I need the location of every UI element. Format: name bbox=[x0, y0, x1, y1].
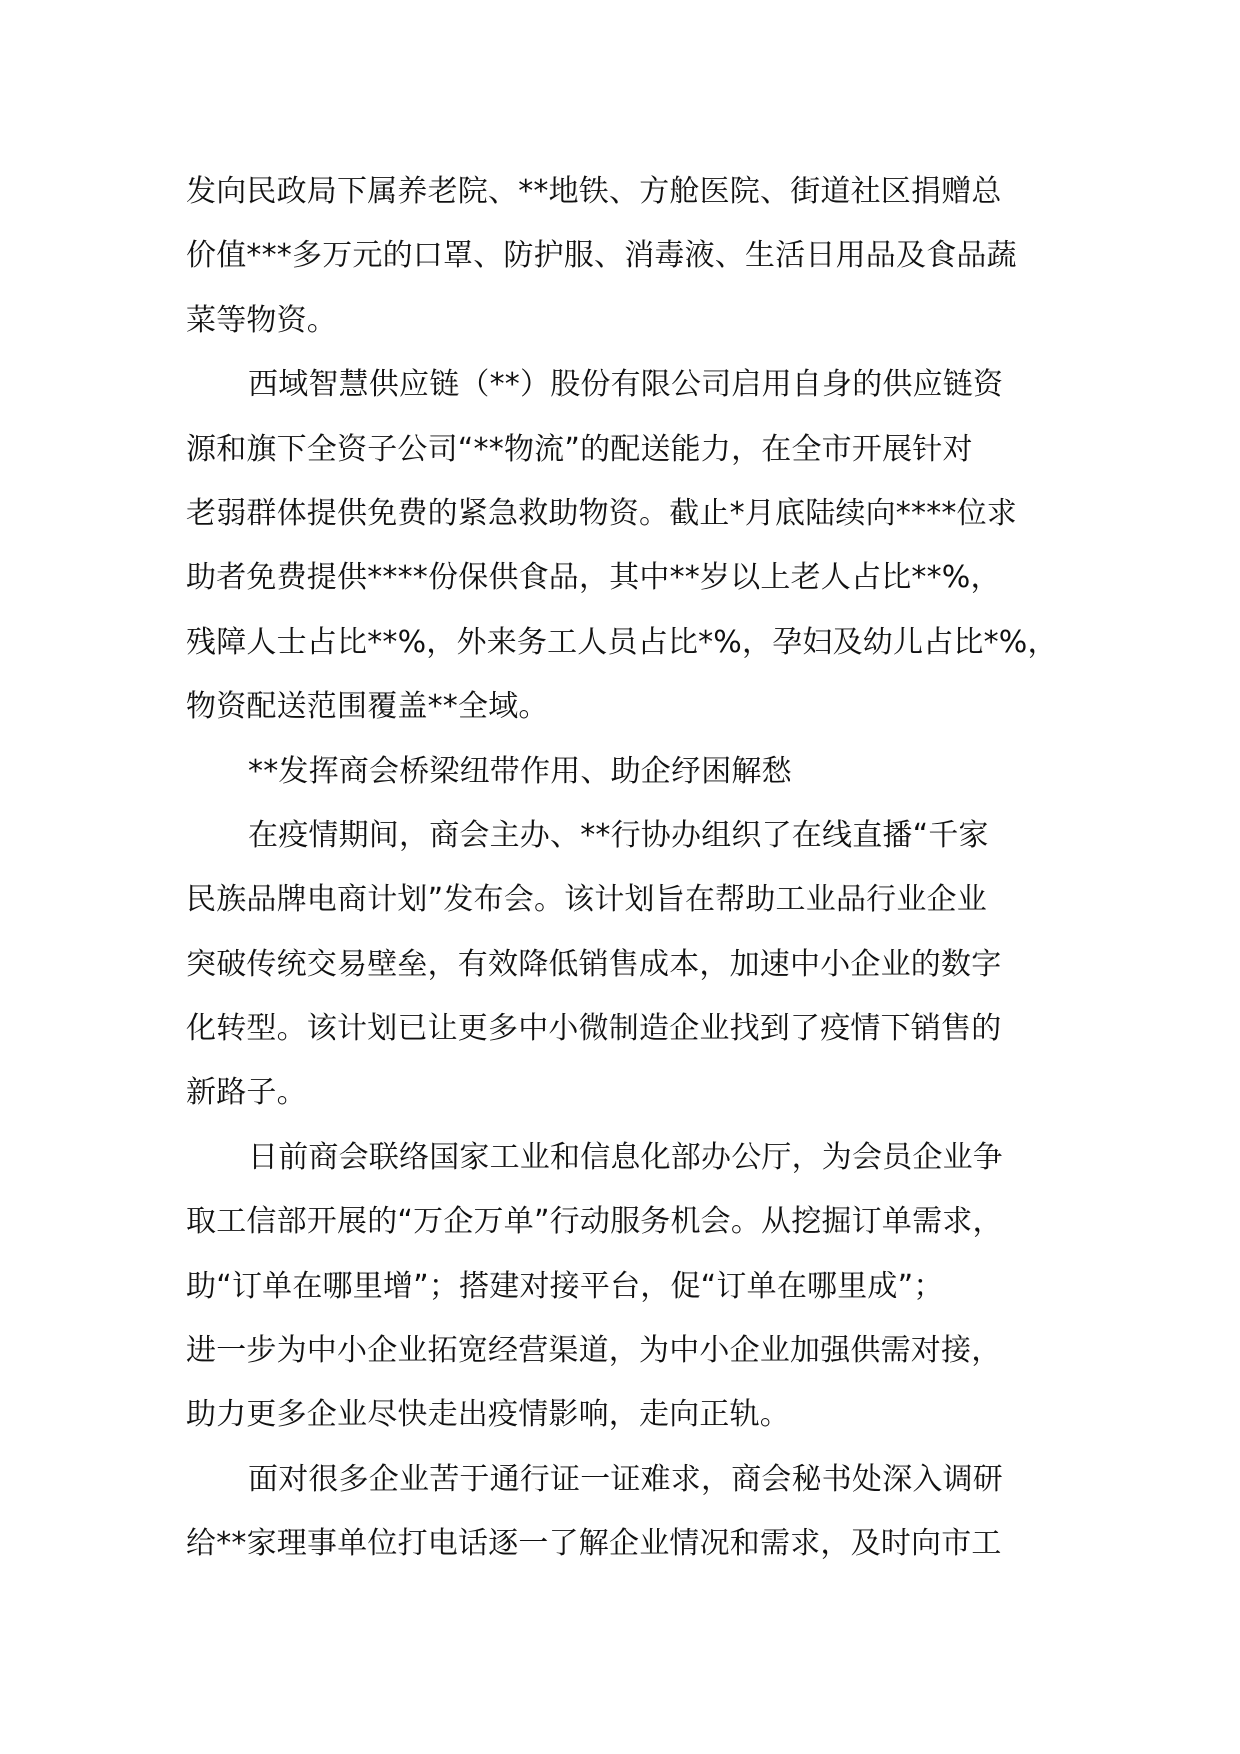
text-line: 助者免费提供****份保供食品，其中**岁以上老人占比**%， bbox=[186, 560, 1001, 596]
text-line: 突破传统交易壁垒，有效降低销售成本，加速中小企业的数字 bbox=[186, 946, 1002, 982]
text-line: 进一步为中小企业拓宽经营渠道，为中小企业加强供需对接， bbox=[186, 1333, 1002, 1369]
text-line: 物资配送范围覆盖**全域。 bbox=[186, 689, 549, 725]
text-line: 残障人士占比**%，外来务工人员占比*%，孕妇及幼儿占比*%， bbox=[186, 624, 1058, 660]
text-line: 新路子。 bbox=[186, 1075, 307, 1111]
text-line: 老弱群体提供免费的紧急救助物资。截止*月底陆续向****位求 bbox=[186, 495, 1017, 531]
text-line: 发向民政局下属养老院、**地铁、方舱医院、街道社区捐赠总 bbox=[186, 174, 1002, 209]
text-line: 给**家理事单位打电话逐一了解企业情况和需求，及时向市工 bbox=[186, 1526, 1002, 1562]
text-line: 价值***多万元的口罩、防护服、消毒液、生活日用品及食品蔬 bbox=[186, 238, 1017, 274]
text-line: 取工信部开展的“万企万单”行动服务机会。从挖掘订单需求， bbox=[186, 1204, 1003, 1240]
paragraph-start-line: 日前商会联络国家工业和信息化部办公厅，为会员企业争 bbox=[248, 1139, 1003, 1175]
paragraph-start-line: 在疫情期间，商会主办、**行协办组织了在线直播“千家 bbox=[248, 817, 989, 853]
paragraph-start-line: 西域智慧供应链（**）股份有限公司启用自身的供应链资 bbox=[248, 367, 1004, 403]
text-line: 源和旗下全资子公司“**物流”的配送能力，在全市开展针对 bbox=[186, 431, 973, 467]
section-heading: **发挥商会桥梁纽带作用、助企纾困解愁 bbox=[248, 753, 792, 789]
text-line: 化转型。该计划已让更多中小微制造企业找到了疫情下销售的 bbox=[186, 1011, 1002, 1047]
text-line: 民族品牌电商计划”发布会。该计划旨在帮助工业品行业企业 bbox=[186, 882, 987, 918]
text-line: 助“订单在哪里增”；搭建对接平台，促“订单在哪里成”； bbox=[186, 1268, 944, 1304]
text-line: 助力更多企业尽快走出疫情影响，走向正轨。 bbox=[186, 1397, 790, 1433]
body-text bbox=[186, 160, 1086, 1577]
text-line: 菜等物资。 bbox=[186, 302, 337, 338]
paragraph-start-line: 面对很多企业苦于通行证一证难求，商会秘书处深入调研 bbox=[248, 1461, 1003, 1497]
